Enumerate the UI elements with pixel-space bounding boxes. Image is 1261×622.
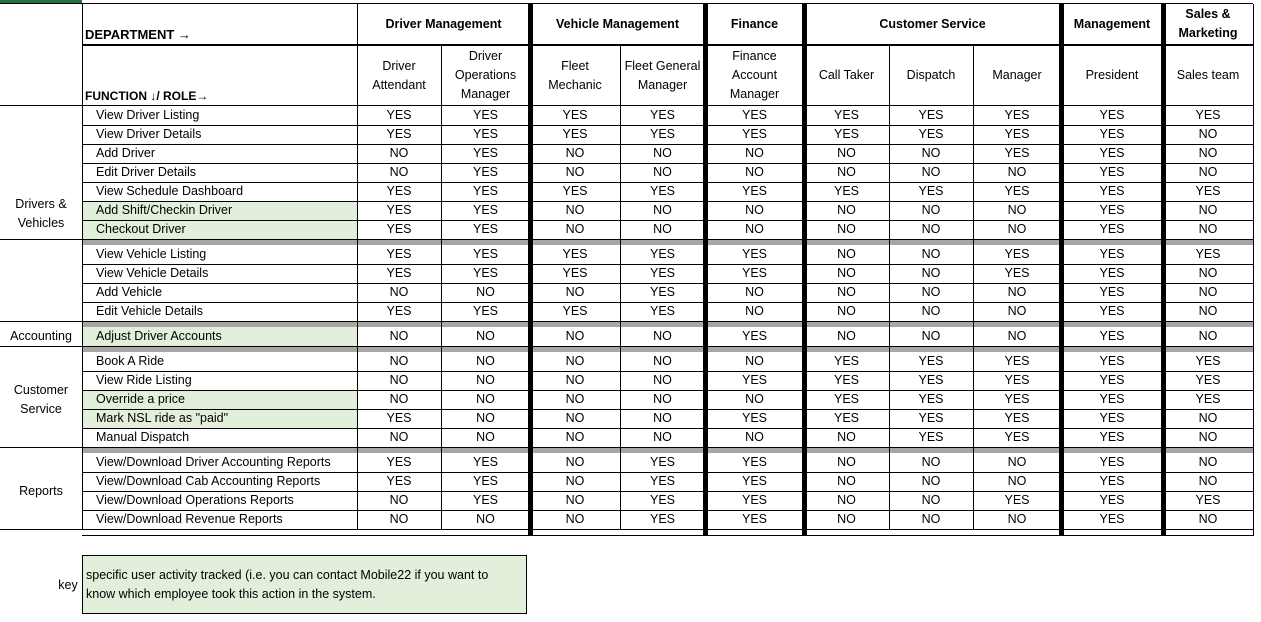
permission-cell[interactable]: NO [921,146,941,160]
function-cell: Add Shift/Checkin Driver [96,203,233,217]
role-header: Finance Account Manager [729,49,780,101]
permission-cell[interactable]: NO [653,411,672,425]
permission-cell[interactable]: YES [472,304,498,318]
permission-cell[interactable]: YES [918,108,944,122]
permission-cell[interactable]: NO [745,146,764,160]
permission-cell[interactable]: NO [476,354,495,368]
col-line [889,44,890,529]
permission-cell[interactable]: YES [1099,108,1125,122]
function-cell: View Ride Listing [96,373,192,387]
permission-cell[interactable]: NO [653,354,672,368]
permission-cell[interactable]: NO [837,512,856,526]
permission-cell[interactable]: NO [745,285,764,299]
permission-cell[interactable]: YES [386,127,412,141]
permission-cell[interactable]: NO [1198,512,1218,526]
permission-cell[interactable]: YES [1099,247,1125,261]
header-mid-line [82,44,1253,46]
permission-cell[interactable]: YES [918,373,944,387]
permission-cell[interactable]: NO [1007,203,1027,217]
permission-cell[interactable]: NO [565,146,585,160]
role-header: Fleet General Manager [624,58,701,92]
function-cell: View/Download Cab Accounting Reports [96,474,321,488]
permission-cell[interactable]: NO [389,373,409,387]
group-label: Accounting [10,329,72,343]
permission-cell[interactable]: YES [472,203,498,217]
permission-cell[interactable]: NO [389,354,409,368]
row-line [82,346,1253,347]
permission-cell[interactable]: YES [1099,146,1125,160]
permission-cell[interactable]: YES [386,411,412,425]
thick-col-line [802,4,807,536]
function-role-label: FUNCTION ↓/ ROLE→ [85,88,209,103]
permission-cell[interactable]: YES [472,146,498,160]
department-header: Sales & Marketing [1178,7,1238,40]
thick-col-line [528,4,533,536]
permission-cell[interactable]: NO [1198,127,1218,141]
function-cell: Override a price [96,392,185,406]
function-cell: View Driver Details [96,127,202,141]
permission-cell[interactable]: NO [1007,285,1027,299]
permission-cell[interactable]: NO [921,285,941,299]
permission-cell[interactable]: NO [653,373,672,387]
permission-cell[interactable]: YES [562,184,588,198]
permission-cell[interactable]: NO [921,304,941,318]
permission-cell[interactable]: YES [1099,203,1125,217]
permission-cell[interactable]: NO [837,493,856,507]
permission-cell[interactable]: YES [1195,373,1221,387]
permission-cell[interactable]: YES [472,455,498,469]
department-header: Vehicle Management [556,16,679,31]
function-cell: Book A Ride [96,354,165,368]
permission-cell[interactable]: YES [386,222,412,236]
permission-cell[interactable]: NO [837,304,856,318]
permission-cell[interactable]: YES [1195,354,1221,368]
permission-cell[interactable]: NO [565,373,585,387]
permission-cell[interactable]: NO [745,392,764,406]
permission-cell[interactable]: YES [918,392,944,406]
permission-cell[interactable]: YES [649,493,675,507]
col-line [82,4,83,529]
permission-cell[interactable]: YES [562,247,588,261]
permission-cell[interactable]: YES [386,455,412,469]
permission-cell[interactable]: YES [741,373,767,387]
permission-cell[interactable]: YES [649,127,675,141]
permission-cell[interactable]: YES [649,247,675,261]
permission-cell[interactable]: YES [741,108,767,122]
function-cell: View Vehicle Listing [96,247,207,261]
header-top-line [0,3,1253,4]
department-header: Customer Service [879,16,986,31]
permission-cell[interactable]: YES [918,184,944,198]
permission-cell[interactable]: NO [837,165,856,179]
permission-cell[interactable]: NO [389,392,409,406]
permission-cell[interactable]: NO [837,247,856,261]
thick-col-line [703,4,708,536]
permission-cell[interactable]: YES [1004,373,1030,387]
permission-cell[interactable]: YES [649,304,675,318]
permission-cell[interactable]: YES [1099,165,1125,179]
permission-cell[interactable]: YES [1099,266,1125,280]
function-cell: View Schedule Dashboard [96,184,244,198]
permission-cell[interactable]: YES [472,108,498,122]
permission-cell[interactable]: YES [472,247,498,261]
permission-cell[interactable]: YES [1099,329,1125,343]
permission-cell[interactable]: YES [1004,430,1030,444]
permission-cell[interactable]: YES [741,329,767,343]
permission-cell[interactable]: YES [1099,411,1125,425]
permission-cell[interactable]: YES [1099,512,1125,526]
permission-cell[interactable]: NO [389,329,409,343]
permission-cell[interactable]: NO [565,430,585,444]
permission-cell[interactable]: NO [476,392,495,406]
permission-cell[interactable]: YES [649,108,675,122]
permission-cell[interactable]: NO [389,430,409,444]
permission-cell[interactable]: NO [745,203,764,217]
permission-cell[interactable]: NO [653,329,672,343]
row-line [82,239,1253,240]
permission-cell[interactable]: YES [1195,392,1221,406]
permission-cell[interactable]: YES [386,247,412,261]
permission-cell[interactable]: YES [1004,247,1030,261]
permission-cell[interactable]: NO [389,512,409,526]
permission-cell[interactable]: NO [565,203,585,217]
permission-cell[interactable]: YES [741,184,767,198]
permission-cell[interactable]: YES [1099,222,1125,236]
permission-cell[interactable]: NO [921,329,941,343]
permission-cell[interactable]: NO [1007,455,1027,469]
permission-cell[interactable]: NO [745,304,764,318]
permission-cell[interactable]: YES [1004,184,1030,198]
permission-cell[interactable]: NO [565,474,585,488]
permission-cell[interactable]: YES [472,474,498,488]
permission-cell[interactable]: YES [1004,493,1030,507]
permission-cell[interactable]: NO [1007,512,1027,526]
permission-cell[interactable]: YES [833,127,859,141]
permission-cell[interactable]: YES [649,184,675,198]
permission-cell[interactable]: YES [1099,474,1125,488]
department-header: Finance [730,16,779,31]
role-header: Driver Operations Manager [454,49,517,101]
row-line [82,447,1253,448]
permission-cell[interactable]: NO [476,329,495,343]
permission-cell[interactable]: YES [386,203,412,217]
permission-cell[interactable]: YES [386,108,412,122]
permission-cell[interactable]: NO [921,512,941,526]
permission-cell[interactable]: YES [562,108,588,122]
col-line [620,44,621,529]
permission-cell[interactable]: YES [1099,430,1125,444]
permission-cell[interactable]: NO [1198,474,1218,488]
permission-cell[interactable]: YES [741,455,767,469]
col-line [973,44,974,529]
function-cell: Add Driver [96,146,156,160]
role-header: Call Taker [818,68,875,82]
function-cell: View Vehicle Details [96,266,209,280]
permission-cell[interactable]: NO [1198,146,1218,160]
function-cell: Checkout Driver [96,222,186,236]
permission-cell[interactable]: NO [389,285,409,299]
header-bottom-line [0,105,1253,106]
permission-cell[interactable]: NO [1198,222,1218,236]
permission-cell[interactable]: NO [921,165,941,179]
permission-cell[interactable]: YES [741,247,767,261]
permission-cell[interactable]: YES [1099,493,1125,507]
permission-cell[interactable]: YES [562,304,588,318]
function-cell: Edit Vehicle Details [96,304,204,318]
permission-cell[interactable]: YES [1195,108,1221,122]
function-cell: Add Vehicle [96,285,163,299]
group-line [0,346,82,347]
permission-cell[interactable]: NO [745,222,764,236]
role-header: Dispatch [906,68,956,82]
permission-cell[interactable]: YES [649,285,675,299]
permission-cell[interactable]: YES [472,222,498,236]
permission-cell[interactable]: YES [386,266,412,280]
permission-cell[interactable]: YES [562,127,588,141]
permission-cell[interactable]: NO [653,203,672,217]
permission-cell[interactable]: NO [1198,304,1218,318]
permission-cell[interactable]: NO [1198,411,1218,425]
permission-cell[interactable]: NO [565,411,585,425]
permission-cell[interactable]: NO [837,285,856,299]
role-header: Sales team [1176,68,1240,82]
permission-cell[interactable]: YES [1099,285,1125,299]
permission-cell[interactable]: NO [565,455,585,469]
permission-cell[interactable]: NO [476,430,495,444]
permission-cell[interactable]: NO [565,512,585,526]
permission-cell[interactable]: NO [921,222,941,236]
role-header: President [1085,68,1139,82]
row-line [82,321,1253,322]
permission-cell[interactable]: YES [1099,354,1125,368]
permission-cell[interactable]: NO [389,146,409,160]
permission-cell[interactable]: NO [1007,474,1027,488]
function-cell: View Driver Listing [96,108,200,122]
permission-cell[interactable]: YES [1099,304,1125,318]
permission-cell[interactable]: YES [833,411,859,425]
permission-cell[interactable]: NO [837,146,856,160]
col-line [441,44,442,529]
permission-cell[interactable]: YES [1099,127,1125,141]
thick-col-line [1059,4,1064,536]
permission-cell[interactable]: YES [1004,146,1030,160]
table-bottom-line-2 [82,535,1253,536]
group-line [0,321,82,322]
permission-cell[interactable]: NO [745,430,764,444]
permission-cell[interactable]: YES [1099,373,1125,387]
col-line [357,4,358,529]
permission-cell[interactable]: YES [741,493,767,507]
permission-cell[interactable]: YES [918,127,944,141]
group-label: Reports [19,483,63,498]
permission-cell[interactable]: YES [741,127,767,141]
key-text: specific user activity tracked (i.e. you can contact Mobile22 if you want to know which employee took this action in the system. [86,568,489,601]
function-cell: Manual Dispatch [96,430,190,444]
group-line [0,447,82,448]
permission-cell[interactable]: NO [565,354,585,368]
permission-cell[interactable]: NO [1198,455,1218,469]
permission-cell[interactable]: YES [833,373,859,387]
permission-cell[interactable]: YES [649,455,675,469]
permission-cell[interactable]: YES [649,474,675,488]
permission-cell[interactable]: NO [653,430,672,444]
permission-cell[interactable]: YES [741,266,767,280]
permission-cell[interactable]: NO [837,474,856,488]
permission-cell[interactable]: YES [562,266,588,280]
permission-cell[interactable]: NO [837,455,856,469]
permission-cell[interactable]: NO [837,203,856,217]
permission-cell[interactable]: NO [1198,285,1218,299]
permission-cell[interactable]: NO [476,512,495,526]
permission-cell[interactable]: NO [389,165,409,179]
function-cell: View/Download Operations Reports [96,493,294,507]
permission-cell[interactable]: NO [1198,165,1218,179]
permission-cell[interactable]: NO [1007,222,1027,236]
permission-cell[interactable]: NO [921,474,941,488]
permission-cell[interactable]: NO [653,165,672,179]
permission-cell[interactable]: NO [565,392,585,406]
function-cell: Mark NSL ride as "paid" [96,411,229,425]
permission-cell[interactable]: NO [921,266,941,280]
group-label: Drivers & Vehicles [15,196,67,230]
permission-cell[interactable]: NO [837,266,856,280]
permission-cell[interactable]: YES [1195,184,1221,198]
permission-cell[interactable]: YES [833,108,859,122]
permission-cell[interactable]: NO [653,392,672,406]
function-cell: Edit Driver Details [96,165,197,179]
permission-cell[interactable]: NO [921,455,941,469]
permission-cell[interactable]: NO [565,165,585,179]
permission-cell[interactable]: YES [1004,392,1030,406]
permission-cell[interactable]: YES [1004,411,1030,425]
permission-cell[interactable]: NO [476,411,495,425]
permission-cell[interactable]: NO [1007,165,1027,179]
permission-cell[interactable]: YES [649,512,675,526]
permission-cell[interactable]: YES [472,266,498,280]
permission-cell[interactable]: YES [472,165,498,179]
permission-cell[interactable]: YES [833,184,859,198]
permission-cell[interactable]: YES [472,127,498,141]
group-line [0,529,82,530]
permission-cell[interactable]: YES [386,304,412,318]
thick-col-line [1161,4,1166,536]
permission-cell[interactable]: NO [565,222,585,236]
department-header: Management [1073,16,1151,31]
permission-cell[interactable]: YES [386,474,412,488]
permission-cell[interactable]: NO [565,493,585,507]
permission-cell[interactable]: NO [476,285,495,299]
permission-cell[interactable]: NO [1198,203,1218,217]
permission-cell[interactable]: YES [1195,247,1221,261]
permission-cell[interactable]: NO [476,373,495,387]
permission-cell[interactable]: NO [653,222,672,236]
permission-cell[interactable]: YES [1004,108,1030,122]
permission-cell[interactable]: YES [833,392,859,406]
department-header: Driver Management [385,16,502,31]
permission-cell[interactable]: YES [741,512,767,526]
permission-cell[interactable]: NO [921,493,941,507]
permission-cell[interactable]: YES [918,430,944,444]
permission-cell[interactable]: NO [745,354,764,368]
permission-cell[interactable]: NO [745,165,764,179]
permission-cell[interactable]: YES [1195,493,1221,507]
function-cell: View/Download Driver Accounting Reports [96,455,331,469]
permission-cell[interactable]: NO [1198,329,1218,343]
permission-cell[interactable]: NO [1198,430,1218,444]
col-line [1253,4,1254,536]
permission-cell[interactable]: NO [837,329,856,343]
permission-cell[interactable]: YES [1004,127,1030,141]
role-header: Manager [992,68,1042,82]
permission-cell[interactable]: YES [1004,354,1030,368]
function-cell: Adjust Driver Accounts [96,329,222,343]
permission-cell[interactable]: NO [565,329,585,343]
group-label: Customer Service [13,382,69,416]
permission-cell[interactable]: YES [649,266,675,280]
permission-cell[interactable]: YES [741,411,767,425]
permission-cell[interactable]: NO [1007,329,1027,343]
permission-cell[interactable]: YES [1004,266,1030,280]
permission-cell[interactable]: YES [741,474,767,488]
permission-cell[interactable]: NO [921,247,941,261]
key-box [82,555,527,614]
role-header: Fleet Mechanic [548,58,602,92]
permission-cell[interactable]: YES [1099,455,1125,469]
permission-cell[interactable]: YES [833,354,859,368]
permission-cell[interactable]: YES [918,411,944,425]
permission-cell[interactable]: YES [472,493,498,507]
role-header: Driver Attendant [372,58,426,92]
function-cell: View/Download Revenue Reports [96,512,283,526]
permission-cell[interactable]: NO [921,203,941,217]
table-bottom-line [0,529,1253,530]
permission-cell[interactable]: NO [1007,304,1027,318]
key-label: key [58,577,78,592]
permission-cell[interactable]: YES [386,184,412,198]
permission-cell[interactable]: NO [389,493,409,507]
permission-cell[interactable]: YES [918,354,944,368]
permission-cell[interactable]: NO [1198,266,1218,280]
permission-cell[interactable]: YES [1099,184,1125,198]
permission-cell[interactable]: YES [1099,392,1125,406]
permission-cell[interactable]: NO [837,222,856,236]
permission-cell[interactable]: NO [565,285,585,299]
permission-cell[interactable]: YES [472,184,498,198]
permission-cell[interactable]: NO [653,146,672,160]
permission-cell[interactable]: NO [837,430,856,444]
department-label: DEPARTMENT → [85,26,191,42]
